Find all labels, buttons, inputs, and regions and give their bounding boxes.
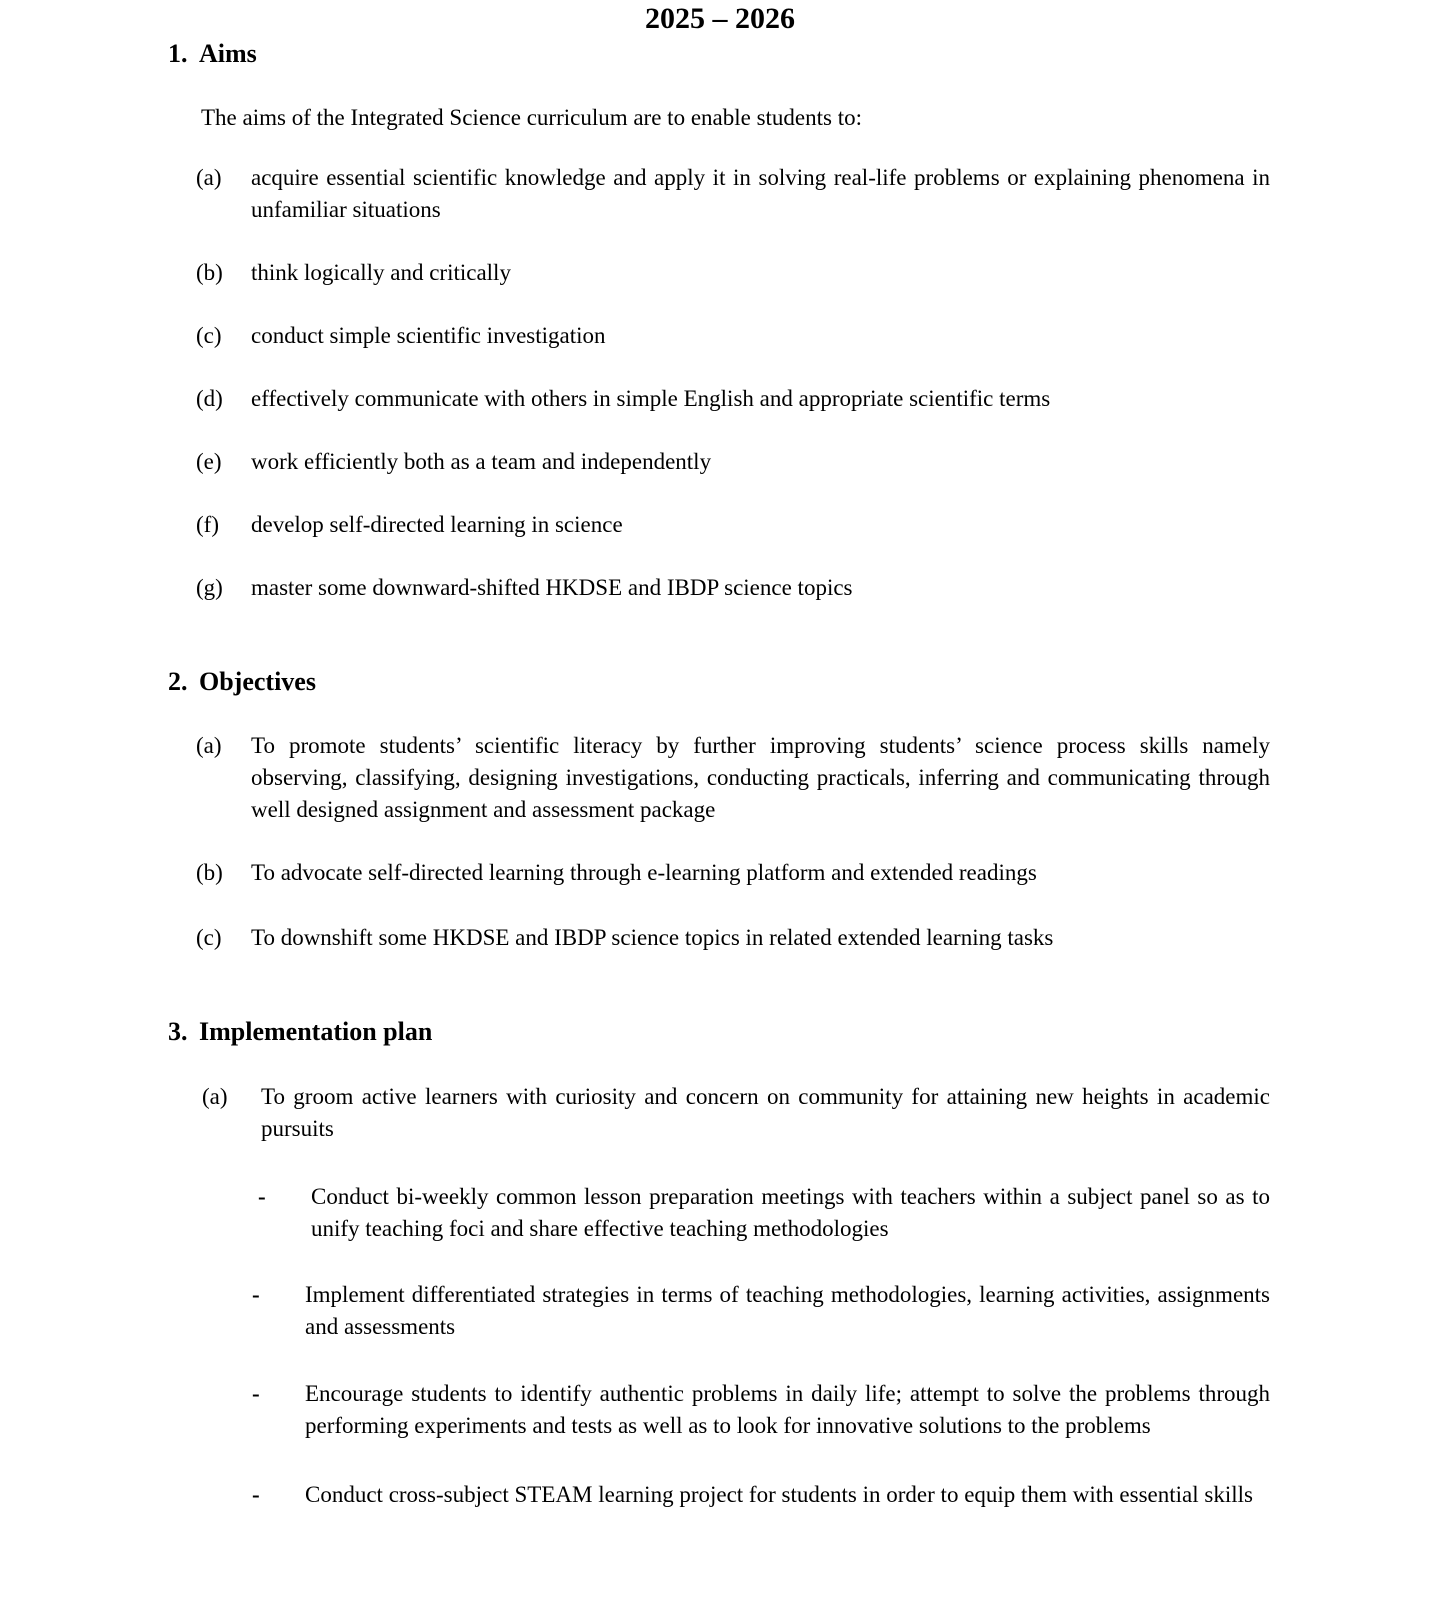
item-text: master some downward-shifted HKDSE and IBDP science topics — [251, 575, 853, 600]
list-item-objectives-a — [0, 730, 1270, 826]
list-item-aims-e — [0, 446, 1270, 478]
list-item-objectives-b — [0, 857, 1270, 889]
item-label: (b) — [196, 860, 223, 885]
list-item-aims-f — [0, 509, 1270, 541]
bullet-text: Implement differentiated strategies in terms of teaching methodologies, learning activities, assignments and assessments — [305, 1282, 1270, 1339]
list-item-aims-c — [0, 320, 1270, 352]
section-number: 3. — [168, 1017, 188, 1046]
list-item-implementation-a — [0, 1081, 1270, 1145]
item-text: develop self-directed learning in science — [251, 512, 623, 537]
dash-bullet-marker: - — [252, 1482, 260, 1507]
list-item-aims-g — [0, 572, 1270, 604]
section-number: 2. — [168, 667, 188, 696]
item-label: (a) — [196, 165, 222, 190]
list-item-aims-a — [0, 162, 1270, 226]
item-label: (c) — [196, 925, 222, 950]
item-label: (f) — [196, 512, 219, 537]
item-text: work efficiently both as a team and independently — [251, 449, 712, 474]
item-label: (d) — [196, 386, 223, 411]
item-label: (e) — [196, 449, 222, 474]
item-text: To downshift some HKDSE and IBDP science topics in related extended learning tasks — [251, 925, 1054, 950]
item-label: (a) — [196, 733, 222, 758]
list-item-aims-d — [0, 383, 1270, 415]
item-text: To groom active learners with curiosity and concern on community for attaining new heights in academic pursuits — [261, 1084, 1270, 1141]
item-text: conduct simple scientific investigation — [251, 323, 606, 348]
sub-bullet-steam-project — [0, 1479, 1270, 1511]
sub-bullet-authentic-problems — [0, 1378, 1270, 1442]
item-text: acquire essential scientific knowledge and apply it in solving real-life problems or explaining phenomena in unfamiliar situations — [251, 165, 1270, 222]
section-number: 1. — [168, 39, 188, 68]
bullet-text: Conduct cross-subject STEAM learning project for students in order to equip them with essential skills — [305, 1482, 1253, 1507]
sub-bullet-differentiated-strategies — [0, 1279, 1270, 1343]
item-label: (a) — [202, 1084, 228, 1109]
section-title: Implementation plan — [199, 1017, 433, 1046]
item-label: (b) — [196, 260, 223, 285]
bullet-text: Conduct bi-weekly common lesson preparation meetings with teachers within a subject panel so as to unify teaching foci and share effective teaching methodologies — [311, 1184, 1270, 1241]
item-label: (c) — [196, 323, 222, 348]
sub-bullet-lesson-preparation — [0, 1181, 1270, 1245]
item-label: (g) — [196, 575, 223, 600]
bullet-text: Encourage students to identify authentic problems in daily life; attempt to solve the problems through performing experiments and tests as well as to look for innovative solutions to the problems — [305, 1381, 1270, 1438]
item-text: effectively communicate with others in simple English and appropriate scientific terms — [251, 386, 1051, 411]
section-heading-aims — [0, 38, 1440, 70]
aims-intro-text: The aims of the Integrated Science curriculum are to enable students to: — [201, 105, 863, 130]
section-title: Objectives — [199, 667, 316, 696]
dash-bullet-marker: - — [252, 1282, 260, 1307]
item-text: To promote students’ scientific literacy by further improving students’ science process skills namely observing, classifying, designing investigations, conducting practicals, inferring and communicating through well designed assignment and assessment package — [251, 733, 1270, 822]
dash-bullet-marker: - — [252, 1381, 260, 1406]
item-text: To advocate self-directed learning through e-learning platform and extended readings — [251, 860, 1037, 885]
dash-bullet-marker: - — [258, 1184, 266, 1209]
document-title: 2025 – 2026 — [645, 2, 795, 35]
section-heading-implementation-plan — [0, 1016, 1440, 1048]
list-item-aims-b — [0, 257, 1270, 289]
item-text: think logically and critically — [251, 260, 511, 285]
section-heading-objectives — [0, 666, 1440, 698]
list-item-objectives-c — [0, 922, 1270, 954]
section-title: Aims — [199, 39, 257, 68]
